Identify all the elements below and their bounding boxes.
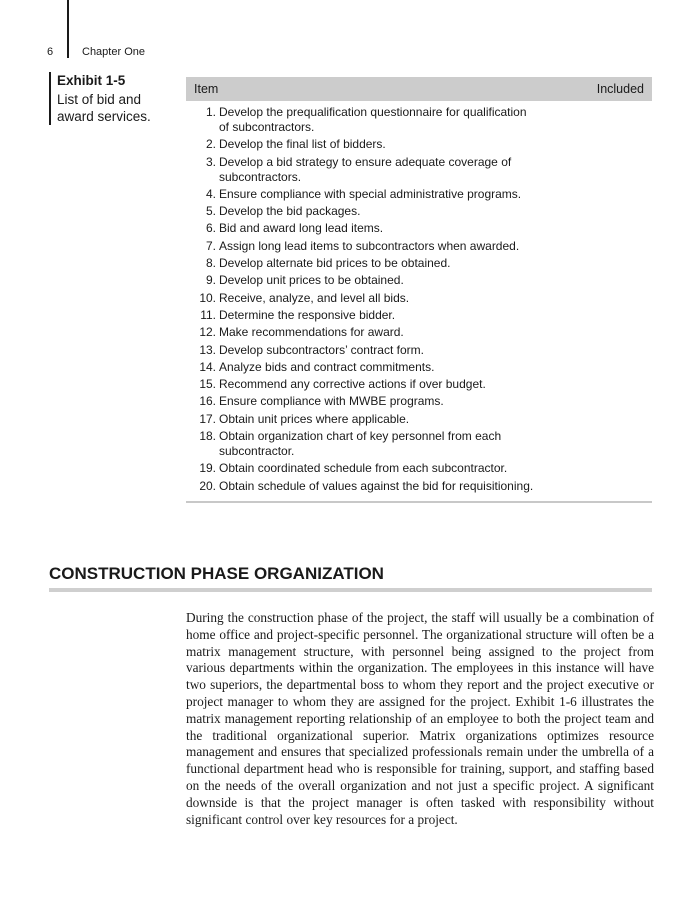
table-body [186,101,652,503]
row-number: 9. [205,273,216,288]
row-text: Ensure compliance with MWBE programs. [219,394,444,409]
table-row [186,155,652,185]
section-heading: CONSTRUCTION PHASE ORGANIZATION [49,564,384,583]
row-text: Recommend any corrective actions if over budget. [219,377,486,392]
row-number: 15. [199,377,216,392]
table-row [186,308,652,323]
row-text: Develop unit prices to be obtained. [219,273,404,288]
row-number: 8. [205,256,216,271]
bid-services-table [186,77,652,503]
table-row [186,479,652,494]
row-text: Develop the final list of bidders. [219,137,386,152]
row-text: Determine the responsive bidder. [219,307,396,322]
row-text: Develop alternate bid prices to be obtained. [219,256,451,271]
header-divider [67,0,69,58]
row-text: Make recommendations for award. [219,325,404,340]
table-row [186,325,652,340]
row-text: Obtain unit prices where applicable. [219,411,410,426]
page-number: 6 [47,46,54,58]
row-number: 10. [199,290,216,305]
row-number: 4. [205,186,216,201]
row-number: 13. [199,342,216,357]
row-text: Bid and award long lead items. [219,221,384,236]
row-number: 20. [199,478,216,493]
exhibit-title: Exhibit 1-5 [57,73,126,88]
table-row [186,291,652,306]
table-row [186,360,652,375]
table-row [186,105,652,135]
row-number: 2. [205,137,216,152]
row-number: 14. [199,359,216,374]
table-row [186,187,652,202]
row-text: Develop a bid strategy to ensure adequate coverage of subcontractors. [219,154,512,184]
row-text: Develop subcontractors’ contract form. [219,342,424,357]
table-row [186,273,652,288]
table-row [186,343,652,358]
row-text: Develop the prequalification questionnaire for qualification of subcontractors. [219,105,527,134]
table-row [186,412,652,427]
row-text: Ensure compliance with special administrative programs. [219,186,522,201]
row-number: 16. [199,394,216,409]
table-row [186,221,652,236]
column-header-item: Item [194,82,219,96]
column-header-included: Included [596,82,644,96]
row-number: 12. [199,325,216,340]
chapter-title: Chapter One [82,46,145,58]
row-number: 18. [199,429,216,444]
row-text: Receive, analyze, and level all bids. [219,290,410,305]
table-header [186,77,652,101]
table-row [186,461,652,476]
row-text: Assign long lead items to subcontractors when awarded. [219,238,520,253]
body-paragraph: During the construction phase of the project, the staff will usually be a combination of home office and project-specific personnel. The organizational structure will often be a matrix management structure, with personnel being assigned to the project from various departments within the organization. The employees in this instance will have two superiors, the departmental boss to whom they report and the project executive or project manager to whom they are assigned for the project. Exhibit 1-6 illustrates the matrix management reporting relationship of an employee to both the project team and the traditional organizational superior. Matrix organizations optimizes resource management and ensures that specialized professionals remain under the umbrella of a functional department head who is responsible for training, support, and staffing based on the needs of the overall organization and not just a specific project. A significant downside is that the project manager is often tasked with responsibility without significant control over key resources for a project. [186,610,654,827]
row-number: 7. [205,238,216,253]
row-number: 17. [199,411,216,426]
table-row [186,239,652,254]
row-text: Analyze bids and contract commitments. [219,359,435,374]
row-text: Develop the bid packages. [219,204,361,219]
section-divider [49,588,652,592]
row-number: 11. [200,307,216,322]
table-row [186,256,652,271]
table-row [186,204,652,219]
table-row [186,137,652,152]
exhibit-caption: List of bid and award services. [57,92,151,124]
table-row [186,377,652,392]
row-number: 1. [205,105,216,119]
row-text: Obtain schedule of values against the bid for requisitioning. [219,478,534,493]
row-text: Obtain coordinated schedule from each subcontractor. [219,461,508,476]
row-text: Obtain organization chart of key personnel from each subcontractor. [219,429,502,459]
table-row [186,394,652,409]
row-number: 5. [205,204,216,219]
exhibit-label [49,72,169,125]
table-row [186,429,652,459]
row-number: 6. [205,221,216,236]
row-number: 3. [205,154,216,169]
row-number: 19. [199,461,216,476]
